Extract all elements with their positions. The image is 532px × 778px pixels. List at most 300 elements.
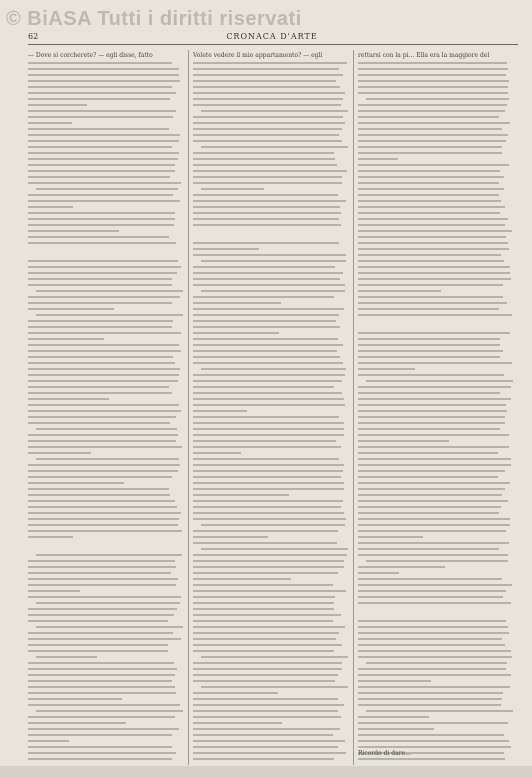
text-line [28, 332, 181, 334]
text-line [28, 86, 172, 88]
text-line [28, 728, 179, 730]
text-line [358, 164, 509, 166]
text-line [28, 170, 175, 172]
text-line [193, 404, 345, 406]
text-line [28, 224, 174, 226]
text-line [28, 698, 122, 700]
text-line [358, 392, 500, 394]
text-line [193, 152, 334, 154]
text-line [358, 284, 503, 286]
text-line [28, 152, 179, 154]
text-line [193, 440, 336, 442]
text-line [36, 602, 180, 604]
text-line [358, 464, 511, 466]
text-line [193, 668, 342, 670]
text-line [193, 200, 346, 202]
column-3-first-line: rettarsi con la pi... Ella era la maggiore del [358, 52, 490, 59]
text-line [28, 200, 180, 202]
text-line [28, 536, 73, 538]
text-line [358, 302, 507, 304]
text-line [358, 716, 429, 718]
text-line [193, 452, 241, 454]
text-line [193, 428, 344, 430]
text-line [358, 434, 509, 436]
text-line [193, 164, 337, 166]
text-line [358, 314, 512, 316]
text-line [28, 98, 170, 100]
text-line [358, 674, 511, 676]
text-line [193, 482, 344, 484]
text-line [28, 308, 114, 310]
text-line [28, 236, 169, 238]
text-line [193, 626, 345, 628]
text-line [358, 182, 499, 184]
text-line [358, 212, 500, 214]
column-3-last-line: Ricordo di dare... [358, 750, 411, 757]
text-line [193, 128, 342, 130]
text-line [193, 650, 334, 652]
text-line [28, 134, 180, 136]
text-line [358, 476, 498, 478]
text-line [28, 650, 168, 652]
text-line [193, 302, 281, 304]
text-line [358, 290, 441, 292]
page-bottom-edge [0, 766, 532, 778]
text-line [28, 572, 171, 574]
text-line [193, 278, 340, 280]
text-line [28, 392, 172, 394]
text-line [36, 626, 183, 628]
text-line [201, 686, 348, 688]
text-line [28, 80, 180, 82]
text-line [358, 296, 503, 298]
text-line [193, 176, 342, 178]
text-line [193, 638, 336, 640]
text-line [28, 578, 178, 580]
text-line [201, 260, 346, 262]
text-line [358, 632, 509, 634]
text-line [28, 344, 179, 346]
text-line [358, 470, 505, 472]
text-line [28, 476, 172, 478]
text-line [193, 554, 347, 556]
text-line [193, 506, 341, 508]
text-line [193, 566, 344, 568]
text-line [193, 458, 339, 460]
text-line [36, 458, 179, 460]
header-rule [28, 44, 518, 45]
text-line [358, 704, 501, 706]
text-line [201, 548, 348, 550]
text-line [28, 566, 176, 568]
text-line [193, 326, 340, 328]
text-line [358, 80, 509, 82]
text-line [193, 740, 345, 742]
text-line [28, 260, 178, 262]
text-line [193, 284, 345, 286]
text-line [28, 116, 173, 118]
text-line [193, 470, 343, 472]
text-line [358, 458, 511, 460]
text-line [193, 758, 334, 760]
text-line [28, 692, 176, 694]
text-line [193, 308, 344, 310]
text-line [358, 644, 505, 646]
text-line [28, 446, 182, 448]
text-line [193, 74, 343, 76]
text-line [358, 746, 511, 748]
text-line [193, 344, 343, 346]
text-line [358, 248, 509, 250]
text-line [28, 302, 172, 304]
text-line [28, 596, 181, 598]
text-line [28, 464, 180, 466]
text-line [193, 572, 338, 574]
text-line [358, 68, 508, 70]
text-line [28, 494, 170, 496]
text-line [358, 398, 511, 400]
text-line [193, 356, 340, 358]
text-line [358, 512, 499, 514]
text-line [193, 68, 339, 70]
text-line [36, 656, 97, 658]
text-line [366, 710, 513, 712]
text-line [28, 440, 176, 442]
text-line [358, 188, 504, 190]
text-line [358, 722, 508, 724]
text-line [28, 590, 80, 592]
text-line [366, 560, 508, 562]
text-line [358, 242, 508, 244]
text-line [193, 218, 339, 220]
text-line [193, 62, 347, 64]
text-line [28, 584, 176, 586]
text-line [193, 182, 342, 184]
text-line [358, 638, 502, 640]
text-line [358, 446, 509, 448]
text-line [193, 680, 335, 682]
text-line [28, 506, 177, 508]
text-line [28, 284, 172, 286]
text-line [193, 158, 335, 160]
text-line [28, 416, 176, 418]
text-line [36, 428, 177, 430]
text-line [358, 650, 511, 652]
column-divider [188, 50, 189, 765]
text-line [193, 710, 338, 712]
text-line [28, 338, 104, 340]
text-line [366, 662, 507, 664]
text-line [358, 278, 511, 280]
text-line [358, 146, 502, 148]
text-line [193, 590, 346, 592]
text-line [193, 644, 342, 646]
text-line [28, 752, 176, 754]
text-line [358, 374, 504, 376]
text-line [193, 560, 344, 562]
text-line [193, 224, 341, 226]
text-line [358, 152, 502, 154]
text-line [28, 146, 172, 148]
text-line [193, 122, 345, 124]
text-line [358, 602, 511, 604]
text-line [193, 80, 336, 82]
text-line [358, 482, 510, 484]
text-line [193, 632, 339, 634]
text-line [358, 86, 508, 88]
page-title: CRONACA D'ARTE [226, 32, 318, 41]
text-line [358, 176, 504, 178]
text-line [358, 728, 434, 730]
text-line [358, 548, 499, 550]
text-line [358, 344, 500, 346]
text-line [28, 512, 181, 514]
text-line [193, 194, 338, 196]
text-line [28, 500, 175, 502]
text-line [193, 716, 341, 718]
text-line [358, 590, 506, 592]
text-line [28, 518, 179, 520]
text-line [36, 710, 183, 712]
text-column-3 [358, 50, 513, 765]
text-line [201, 146, 348, 148]
text-line [358, 254, 501, 256]
text-line [193, 374, 345, 376]
text-line [358, 680, 431, 682]
text-line [28, 716, 175, 718]
text-line [28, 488, 169, 490]
text-line [193, 614, 341, 616]
text-line [358, 368, 415, 370]
text-line [193, 206, 340, 208]
text-line [193, 140, 342, 142]
text-line [358, 236, 506, 238]
text-line [28, 218, 175, 220]
text-line [28, 632, 173, 634]
text-line [28, 62, 172, 64]
text-line [193, 542, 337, 544]
text-line [28, 662, 174, 664]
text-line [358, 200, 501, 202]
text-line [358, 116, 499, 118]
text-line [193, 500, 343, 502]
text-line [193, 464, 344, 466]
text-line [358, 224, 505, 226]
text-line [193, 410, 247, 412]
text-line [358, 158, 398, 160]
text-line [358, 578, 502, 580]
text-line [358, 122, 510, 124]
text-line [193, 248, 259, 250]
text-line [358, 332, 510, 334]
text-line [358, 494, 502, 496]
text-line [358, 656, 512, 658]
text-line [28, 644, 168, 646]
text-line [358, 308, 499, 310]
text-line [358, 758, 505, 760]
text-line [358, 740, 509, 742]
text-line [358, 428, 500, 430]
text-line [358, 506, 501, 508]
text-line [193, 488, 344, 490]
text-line [28, 482, 124, 484]
text-line [193, 608, 334, 610]
watermark: © BiASA Tutti i diritti riservati [6, 8, 302, 30]
text-line [193, 662, 342, 664]
text-line [28, 272, 177, 274]
text-line [28, 110, 176, 112]
text-line [28, 758, 172, 760]
text-line [193, 692, 278, 694]
text-line [358, 134, 508, 136]
text-line [193, 98, 343, 100]
text-line [193, 104, 341, 106]
text-line [28, 266, 181, 268]
text-line [358, 110, 505, 112]
text-line [28, 104, 87, 106]
text-line [358, 524, 510, 526]
column-2-first-line: Volete vedere il mio appartamento? — egli [193, 52, 323, 59]
text-line [28, 608, 177, 610]
text-line [358, 488, 505, 490]
text-line [193, 512, 344, 514]
text-line [28, 194, 173, 196]
text-line [28, 410, 181, 412]
text-line [201, 656, 348, 658]
text-line [358, 620, 506, 622]
text-line [358, 356, 500, 358]
text-line [358, 416, 505, 418]
text-line [193, 338, 338, 340]
text-line [28, 380, 178, 382]
text-line [193, 392, 342, 394]
text-line [358, 572, 399, 574]
text-line [193, 416, 339, 418]
text-line [193, 518, 346, 520]
text-line [193, 212, 341, 214]
text-line [193, 314, 339, 316]
text-line [193, 578, 291, 580]
text-line [28, 182, 181, 184]
text-line [28, 668, 177, 670]
text-line [36, 188, 178, 190]
text-line [28, 356, 173, 358]
text-line [193, 734, 333, 736]
text-line [28, 176, 170, 178]
text-line [201, 110, 348, 112]
text-line [358, 194, 499, 196]
text-line [28, 530, 182, 532]
text-line [28, 620, 168, 622]
text-line [28, 74, 179, 76]
text-line [193, 116, 343, 118]
text-line [36, 314, 183, 316]
text-line [28, 68, 179, 70]
text-line [358, 104, 507, 106]
text-line [358, 404, 506, 406]
text-line [366, 98, 509, 100]
text-line [358, 596, 503, 598]
text-line [28, 434, 178, 436]
text-line [193, 350, 337, 352]
text-line [358, 584, 512, 586]
text-line [193, 332, 279, 334]
text-line [193, 296, 334, 298]
text-column-2 [193, 50, 348, 765]
text-line [358, 686, 510, 688]
text-line [193, 704, 344, 706]
text-line [28, 686, 175, 688]
text-line [358, 554, 508, 556]
text-line [28, 320, 173, 322]
text-line [201, 524, 345, 526]
text-line [28, 680, 172, 682]
text-line [358, 518, 510, 520]
text-line [201, 290, 345, 292]
text-line [193, 242, 339, 244]
text-line [193, 86, 340, 88]
text-line [28, 230, 119, 232]
text-line [358, 500, 508, 502]
text-line [28, 374, 179, 376]
text-line [193, 728, 340, 730]
text-line [358, 74, 506, 76]
text-line [28, 470, 178, 472]
text-line [358, 218, 508, 220]
text-line [28, 296, 180, 298]
text-line [358, 350, 503, 352]
text-line [193, 752, 346, 754]
text-line [358, 170, 500, 172]
text-line [28, 638, 181, 640]
text-line [201, 188, 264, 190]
text-line [358, 62, 507, 64]
text-line [358, 272, 510, 274]
text-line [358, 530, 506, 532]
text-line [358, 206, 505, 208]
text-line [193, 170, 347, 172]
text-line [28, 164, 175, 166]
text-line [201, 368, 346, 370]
text-line [193, 134, 339, 136]
text-line [36, 290, 183, 292]
text-line [28, 140, 179, 142]
text-line [193, 674, 338, 676]
text-line [28, 386, 169, 388]
text-line [28, 524, 178, 526]
text-line [358, 734, 504, 736]
text-line [193, 722, 282, 724]
text-line [193, 272, 343, 274]
text-line [193, 446, 341, 448]
text-line [28, 740, 69, 742]
text-line [193, 92, 345, 94]
text-line [28, 398, 109, 400]
text-line [358, 410, 507, 412]
text-line [28, 326, 172, 328]
text-line [193, 320, 336, 322]
text-line [193, 698, 338, 700]
text-line [28, 614, 174, 616]
text-line [358, 566, 445, 568]
text-line [28, 206, 73, 208]
text-line [28, 278, 172, 280]
text-line [358, 422, 505, 424]
text-line [28, 560, 175, 562]
text-line [193, 602, 334, 604]
text-line [28, 704, 180, 706]
text-line [358, 668, 506, 670]
